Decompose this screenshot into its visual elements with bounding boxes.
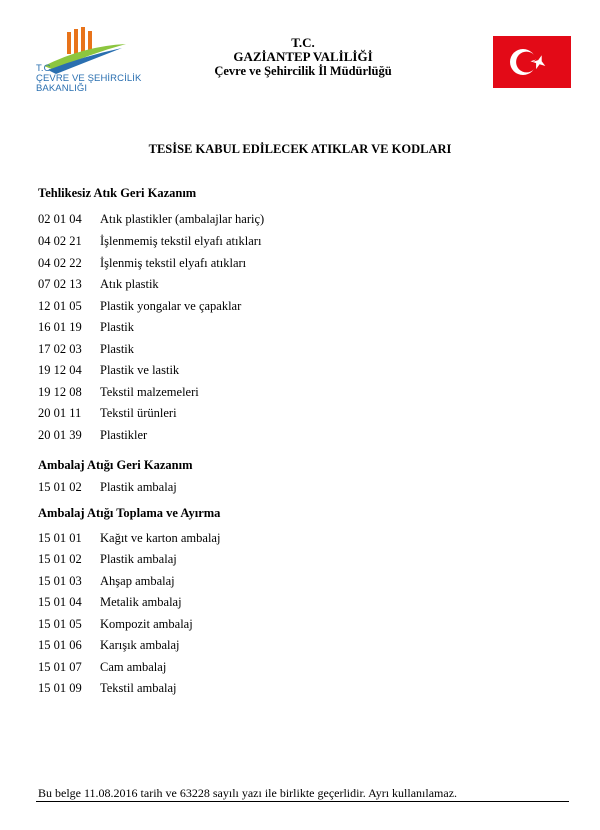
waste-name: Kağıt ve karton ambalaj (100, 531, 221, 545)
footer-note: Bu belge 11.08.2016 tarih ve 63228 sayılı yazı ile birlikte geçerlidir. Ayrı kullanılamaz. (38, 786, 458, 800)
waste-code: 12 01 05 (38, 299, 82, 313)
waste-code: 19 12 04 (38, 363, 82, 377)
waste-row (38, 659, 166, 675)
waste-row (38, 233, 261, 249)
waste-row (38, 479, 177, 495)
waste-code: 17 02 03 (38, 342, 82, 356)
header-governorship: GAZİANTEP VALİLİĞİ (233, 49, 373, 64)
waste-code: 15 01 05 (38, 617, 82, 631)
logo-text-bakanlik: BAKANLIĞI (36, 83, 88, 94)
waste-code: 04 02 22 (38, 256, 82, 270)
waste-row (38, 362, 179, 378)
waste-name: Cam ambalaj (100, 660, 167, 674)
footer-divider (36, 801, 569, 802)
waste-code: 19 12 08 (38, 385, 82, 399)
waste-name: Tekstil malzemeleri (100, 385, 199, 399)
waste-row (38, 298, 241, 314)
waste-code: 07 02 13 (38, 277, 82, 291)
waste-name: Plastik yongalar ve çapaklar (100, 299, 242, 313)
waste-code: 15 01 07 (38, 660, 82, 674)
waste-row (38, 551, 177, 567)
waste-name: Plastik (100, 342, 135, 356)
waste-row (38, 616, 193, 632)
waste-name: Metalik ambalaj (100, 595, 182, 609)
logo-text-tc: T.C. (36, 63, 54, 74)
header-directorate: Çevre ve Şehircilik İl Müdürlüğü (214, 64, 392, 78)
waste-name: Plastikler (100, 428, 148, 442)
waste-code: 15 01 04 (38, 595, 82, 609)
waste-code: 15 01 01 (38, 531, 82, 545)
waste-name: Plastik ambalaj (100, 552, 177, 566)
waste-code: 02 01 04 (38, 212, 82, 226)
waste-name: Ahşap ambalaj (100, 574, 175, 588)
waste-row (38, 255, 246, 271)
waste-row (38, 594, 182, 610)
waste-name: Tekstil ambalaj (100, 681, 177, 695)
waste-code: 15 01 09 (38, 681, 82, 695)
turkish-flag (493, 36, 571, 88)
waste-row (38, 211, 264, 227)
waste-code: 15 01 06 (38, 638, 82, 652)
waste-name: Karışık ambalaj (100, 638, 180, 652)
waste-code: 04 02 21 (38, 234, 82, 248)
waste-row (38, 341, 134, 357)
section-heading-packaging-collection: Ambalaj Atığı Toplama ve Ayırma (38, 506, 221, 520)
waste-row (38, 427, 147, 443)
waste-row (38, 276, 159, 292)
waste-name: İşlenmemiş tekstil elyafı atıkları (100, 234, 262, 248)
waste-code: 20 01 11 (38, 406, 82, 420)
waste-row (38, 573, 175, 589)
waste-row (38, 637, 180, 653)
section-heading-non-hazardous: Tehlikesiz Atık Geri Kazanım (38, 186, 197, 200)
waste-name: Plastik (100, 320, 135, 334)
waste-row (38, 405, 177, 421)
waste-code: 15 01 02 (38, 480, 82, 494)
waste-row (38, 319, 134, 335)
waste-name: Plastik ve lastik (100, 363, 180, 377)
waste-name: Atık plastikler (ambalajlar hariç) (100, 212, 265, 226)
waste-code: 15 01 03 (38, 574, 82, 588)
waste-code: 16 01 19 (38, 320, 82, 334)
waste-name: İşlenmiş tekstil elyafı atıkları (100, 256, 247, 270)
header-tc: T.C. (291, 35, 315, 50)
waste-row (38, 384, 199, 400)
waste-name: Tekstil ürünleri (100, 406, 177, 420)
waste-name: Plastik ambalaj (100, 480, 177, 494)
waste-name: Kompozit ambalaj (100, 617, 193, 631)
waste-code: 20 01 39 (38, 428, 82, 442)
waste-row (38, 680, 177, 696)
logo-text-ministry: ÇEVRE VE ŞEHİRCİLİK (36, 73, 142, 84)
waste-name: Atık plastik (100, 277, 159, 291)
waste-row (38, 530, 220, 546)
waste-code: 15 01 02 (38, 552, 82, 566)
section-heading-packaging-recovery: Ambalaj Atığı Geri Kazanım (38, 458, 193, 472)
document-title: TESİSE KABUL EDİLECEK ATIKLAR VE KODLARI (148, 142, 452, 156)
